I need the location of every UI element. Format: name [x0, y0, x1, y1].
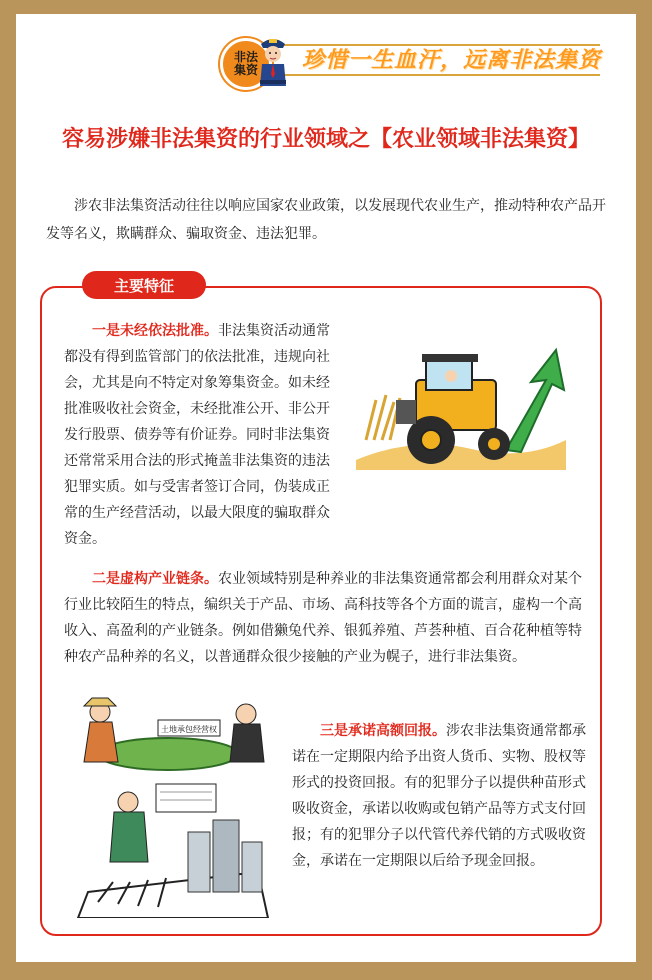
feature-3-lead: 三是承诺高额回报。 [320, 723, 446, 739]
badge-text-line2: 集资 [233, 63, 258, 77]
police-mascot-icon [256, 34, 290, 88]
tractor-illustration [356, 340, 566, 470]
page-title: 容易涉嫌非法集资的行业领域之【农业领域非法集资】 [61, 127, 590, 152]
features-tab-label: 主要特征 [82, 271, 206, 299]
header-line-bottom [254, 74, 600, 76]
fraud-scheme-illustration [68, 692, 278, 918]
feature-2-lead: 二是虚构产业链条。 [92, 571, 218, 587]
feature-3-body: 涉农非法集资通常都承诺在一定期限内给予出资人货币、实物、股权等形式的投资回报。有的犯罪分子以提供种苗形式吸收资金，承诺以收购或包销产品等方式支付回报；有的犯罪分子以代管代养代销的方式吸收资金，承诺在一定期限以后给予现金回报。 [292, 723, 586, 869]
land-contract-sign: 土地承包经营权 [161, 725, 217, 734]
intro-paragraph: 涉农非法集资活动往往以响应国家农业政策，以发展现代农业生产，推动特种农产品开发等名义，欺瞒群众、骗取资金、违法犯罪。 [46, 198, 606, 242]
feature-2-body: 农业领域特别是种养业的非法集资通常都会利用群众对某个行业比较陌生的特点，编织关于产品、市场、高科技等各个方面的谎言，虚构一个高收入、高盈利的产业链条。例如借獭兔代养、银狐养殖、芦荟种植、百合花种植等特种农产品种养的名义，以普通群众很少接触的产业为幌子，进行非法集资。 [64, 571, 582, 665]
header-slogan: 珍惜一生血汗，远离非法集资 [302, 48, 602, 73]
feature-item-1 [64, 318, 342, 552]
badge-text-line1: 非法 [233, 50, 258, 64]
feature-item-2 [64, 566, 584, 670]
feature-1-lead: 一是未经依法批准。 [92, 323, 218, 339]
feature-item-3 [292, 718, 586, 874]
feature-1-body: 非法集资活动通常都没有得到监管部门的依法批准，违规向社会，尤其是向不特定对象筹集资金。如未经批准吸收社会资金，未经批准公开、非公开发行股票、债券等有价证券。同时非法集资还常常采用合法的形式掩盖非法集资的违法犯罪实质。如与受害者签订合同，伪装成正常的生产经营活动，以最大限度的骗取群众资金。 [64, 323, 330, 547]
